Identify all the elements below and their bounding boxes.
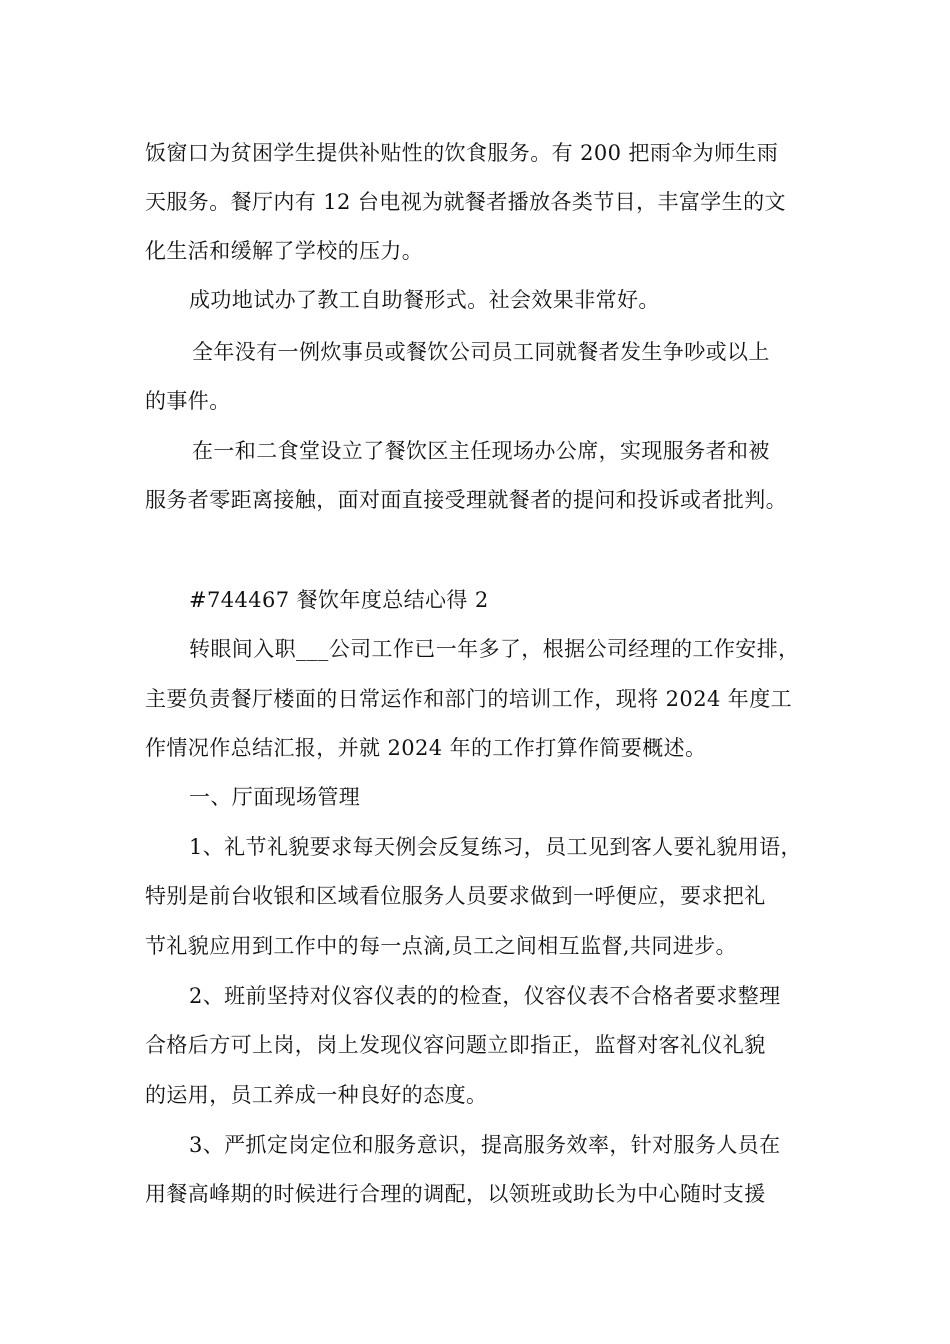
- paragraph-line: 化生活和缓解了学校的压力。: [145, 239, 424, 263]
- paragraph-line: 饭窗口为贫困学生提供补贴性的饮食服务。有 200 把雨伞为师生雨: [145, 141, 779, 165]
- paragraph-line: 2、班前坚持对仪容仪表的的检查，仪容仪表不合格者要求整理: [189, 984, 781, 1008]
- paragraph-line: 天服务。餐厅内有 12 台电视为就餐者播放各类节目，丰富学生的文: [145, 190, 786, 214]
- section-heading: 一、厅面现场管理: [189, 785, 361, 809]
- paragraph-line: 用餐高峰期的时候进行合理的调配，以领班或助长为中心随时支援: [145, 1182, 766, 1206]
- paragraph-line: 在一和二食堂设立了餐饮区主任现场办公席，实现服务者和被: [192, 439, 770, 463]
- section-heading: #744467 餐饮年度总结心得 2: [189, 588, 489, 612]
- paragraph-line: 转眼间入职___公司工作已一年多了，根据公司经理的工作安排，: [189, 637, 800, 661]
- paragraph-line: 的事件。: [145, 389, 231, 413]
- paragraph-line: 合格后方可上岗，岗上发现仪容问题立即指正，监督对客礼仪礼貌: [145, 1033, 766, 1057]
- paragraph-line: 全年没有一例炊事员或餐饮公司员工同就餐者发生争吵或以上: [192, 340, 770, 364]
- paragraph-line: 服务者零距离接触，面对面直接受理就餐者的提问和投诉或者批判。: [145, 488, 787, 512]
- paragraph-line: 特别是前台收银和区域看位服务人员要求做到一呼便应，要求把礼: [145, 884, 766, 908]
- paragraph-line: 作情况作总结汇报，并就 2024 年的工作打算作简要概述。: [145, 736, 707, 760]
- paragraph-line: 的运用，员工养成一种良好的态度。: [145, 1083, 488, 1107]
- paragraph-line: 主要负责餐厅楼面的日常运作和部门的培训工作，现将 2024 年度工: [145, 687, 792, 711]
- paragraph-line: 成功地试办了教工自助餐形式。社会效果非常好。: [189, 288, 660, 312]
- paragraph-line: 1、礼节礼貌要求每天例会反复练习，员工见到客人要礼貌用语，: [189, 835, 802, 859]
- paragraph-line: 3、严抓定岗定位和服务意识，提高服务效率，针对服务人员在: [189, 1133, 781, 1157]
- paragraph-line: 节礼貌应用到工作中的每一点滴,员工之间相互监督,共同进步。: [145, 934, 737, 958]
